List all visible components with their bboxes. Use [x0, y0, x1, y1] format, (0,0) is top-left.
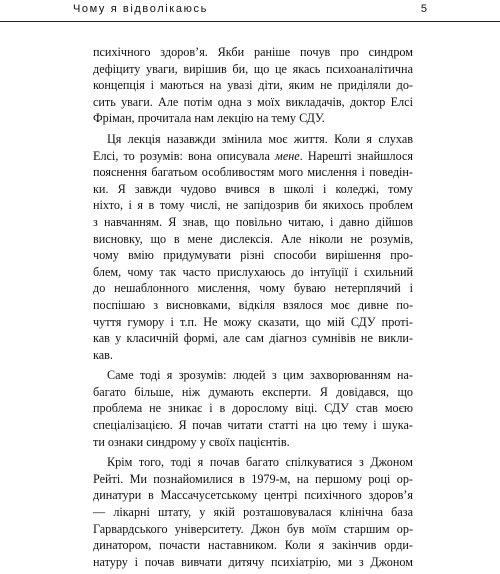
text-line: Рейті. Ми познайомилися в 1979-м, на першому році ор-: [93, 471, 413, 486]
paragraph: [93, 367, 413, 450]
text-line: до нешаблонного мислення, чому буваю нетерплячий і: [93, 281, 413, 296]
text-line: проблема не зникає і в дорослому віці. СДУ став моєю: [93, 401, 413, 416]
text-line: блем, чому так часто прислухаюсь до інтуїції і схильний: [93, 264, 413, 279]
text-line: динатури в Массачусетському центрі психічного здоров’я: [93, 488, 413, 503]
text-line: дефіциту уваги, вирішив би, що це якась психоаналітична: [93, 61, 413, 76]
page-number: 5: [420, 3, 427, 15]
text-line: чуття гумору і т.п. Не можу сказати, що мій СДУ протi-: [93, 314, 413, 329]
text-line: натуру і почав вивчати дитячу психіатрію, ми з Джоном: [93, 554, 413, 569]
text-line: поспішаю з висновками, відкіля взялося моє дивне по-: [93, 297, 413, 312]
text-fragment: Елсі, то розумів: вона описувала: [93, 148, 276, 163]
emphasis-text: мене: [275, 148, 300, 163]
text-line: ки. Я завжди чудово вчився в школі і коледжі, тому: [93, 181, 413, 196]
text-line: — лікарні штату, у якій розташовувалася клінічна база: [93, 505, 413, 520]
paragraph: [93, 454, 413, 570]
text-line: спеціалізацією. Я почав читати статті на цю тему і шука-: [93, 418, 413, 433]
text-line: Ця лекція назавжди змінила моє життя. Коли я слухав: [107, 131, 413, 146]
text-line: Гарвардського університету. Джон був моїм старшим ор-: [93, 521, 413, 536]
text-line: пояснення багатьом особливостям мого мислення і поведін-: [93, 165, 413, 180]
text-line: Саме тоді я зрозумів: людей з цим захворюванням на-: [107, 368, 413, 383]
text-line: висновку, що в мене дислексія. Але ніколи не розумів,: [93, 231, 413, 246]
text-line: динатором, почасти наставником. Коли я закінчив орди-: [93, 538, 413, 553]
text-line: багато більше, ніж думають експерти. Я довідався, що: [93, 384, 413, 399]
text-line-with-emphasis: [93, 148, 413, 165]
text-line: концепція і маються на увазі діти, яким не приділяли до-: [93, 78, 413, 93]
paragraph: [93, 131, 413, 363]
text-line: Крім того, тоді я почав багато спілкуватися з Джоном: [107, 455, 413, 470]
text-line: психічного здоров’я. Якби раніше почув про синдром: [93, 45, 413, 59]
text-fragment: . Нарешті знайшлося: [299, 148, 413, 163]
body-text: [93, 44, 413, 574]
text-line: з навчанням. Я знав, що повільно читаю, і давно дійшов: [93, 214, 413, 229]
text-line: Фріман, прочитала нам лекцію на тему СДУ.: [93, 111, 325, 126]
text-line: сить уваги. Але потім одна з моїх викладачів, доктор Елсі: [93, 94, 413, 109]
paragraph: [93, 44, 413, 127]
text-line: ти ознаки синдрому у своїх пацієнтів.: [93, 434, 290, 449]
text-line: ніхто, і я в тому числі, не запідозрив би якихось проблем: [93, 198, 413, 213]
text-line: кав.: [93, 347, 113, 362]
text-line: кав у класичній формі, але сам діагноз сумнівів не викли-: [93, 331, 413, 346]
running-header: [0, 0, 500, 22]
running-title: Чому я відволікаюсь: [73, 3, 208, 15]
text-line: чому вмію придумувати різні способи вирішення про-: [93, 248, 413, 263]
